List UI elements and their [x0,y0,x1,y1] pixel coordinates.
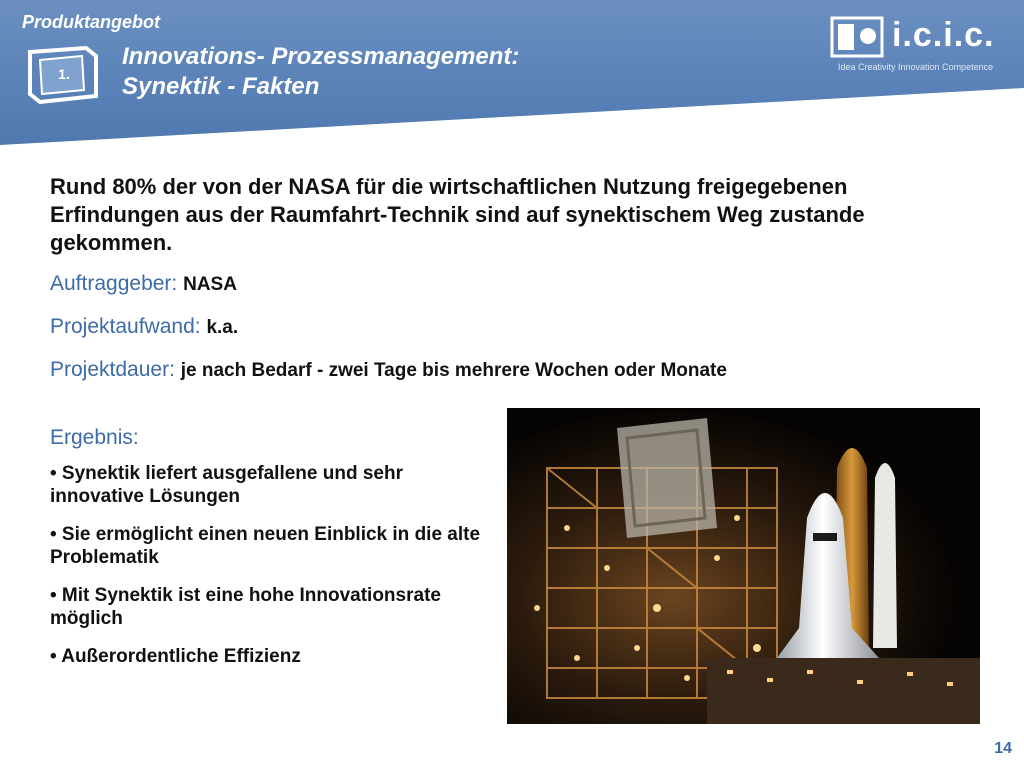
fact-label: Projektdauer: [50,358,175,381]
title-line-2: Synektik - Fakten [122,73,320,100]
page-title [122,42,642,102]
fact-client [50,271,910,298]
fact-value: k.a. [206,317,239,338]
fact-label: Projektaufwand: [50,315,201,338]
result-section [50,426,490,683]
space-shuttle-photo [507,408,980,724]
section-label: Produktangebot [22,12,160,32]
result-item: • Außerordentliche Effizienz [50,646,301,667]
result-item: • Sie ermöglicht einen neuen Einblick in die alte Problematik [50,524,481,568]
fact-value: je nach Bedarf - zwei Tage bis mehrere Wochen oder Monate [180,360,727,381]
fact-label: Auftraggeber: [50,272,178,295]
fact-effort [50,314,910,341]
intro-text: Rund 80% der von der NASA für die wirtschaftlichen Nutzung freigegebenen Erfindungen aus der Raumfahrt-Technik sind auf synektischem Weg zustande gekommen. [50,174,865,255]
logo-frame-icon [830,16,886,58]
fact-duration [50,357,910,384]
fact-value: NASA [183,274,237,295]
result-item: • Mit Synektik ist eine hohe Innovationsrate möglich [50,585,441,629]
logo-text: i.c.i.c. [892,16,995,54]
chapter-number: 1. [58,66,70,82]
logo-tagline: Idea Creativity Innovation Competence [838,62,994,72]
icic-logo [830,14,1010,76]
title-line-1: Innovations- Prozessmanagement: [122,43,520,70]
result-title: Ergebnis: [50,426,139,449]
space-shuttle-launch-pad-photo-icon [507,408,980,724]
page-number: 14 [994,740,1012,757]
result-item: • Synektik liefert ausgefallene und sehr innovative Lösungen [50,463,403,507]
